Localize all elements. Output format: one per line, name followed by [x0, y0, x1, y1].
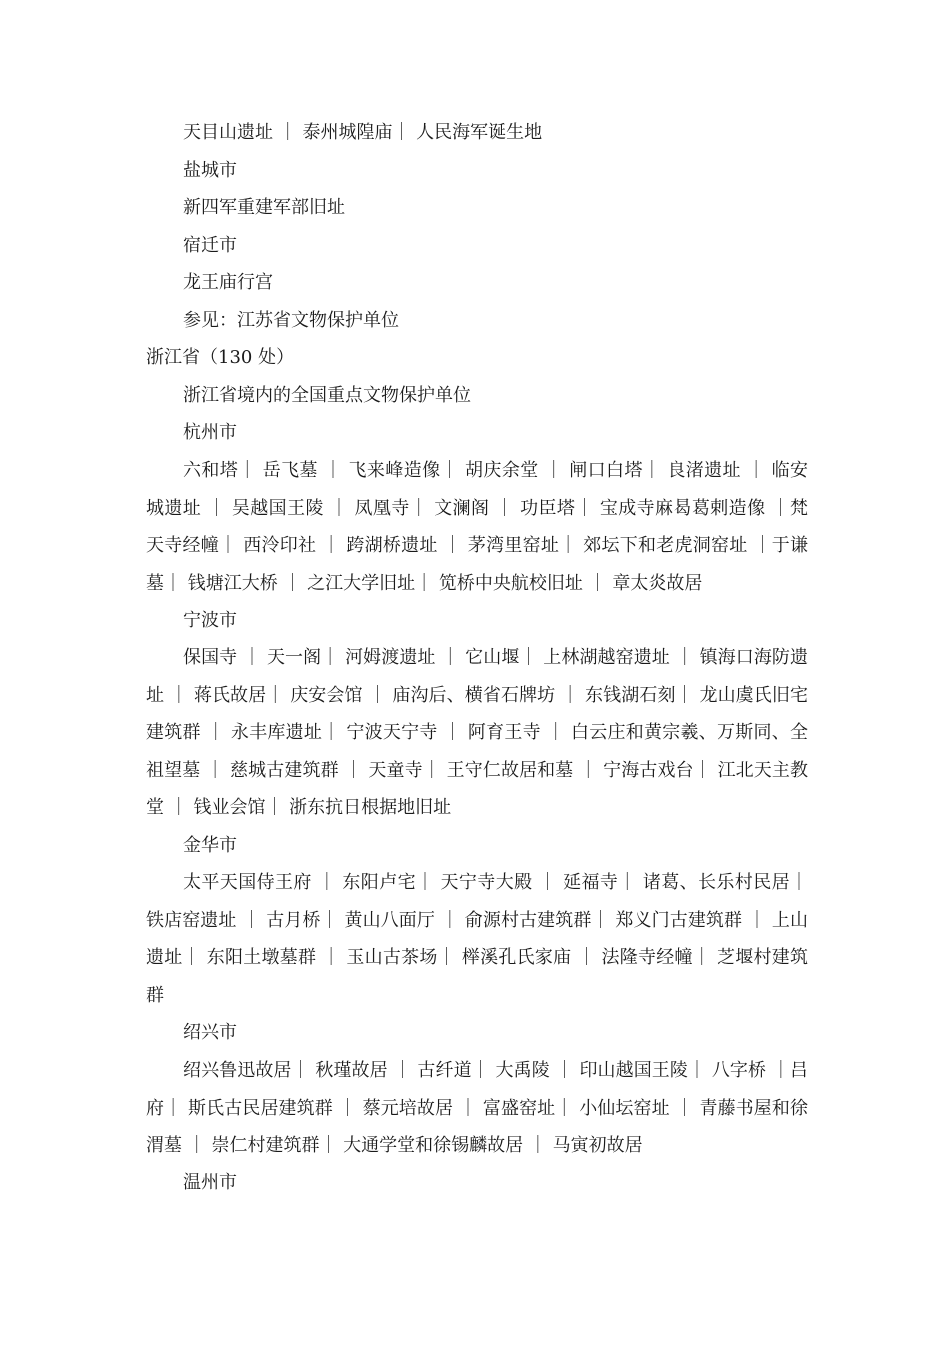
- city-heading-shaoxing: 绍兴市: [183, 1022, 237, 1043]
- site-list-taizhou-continued: 天目山遗址 ｜ 泰州城隍庙｜ 人民海军诞生地: [183, 122, 543, 143]
- site-list-suqian: 龙王庙行宫: [183, 272, 273, 293]
- zhejiang-intro: 浙江省境内的全国重点文物保护单位: [183, 385, 471, 406]
- city-heading-suqian: 宿迁市: [183, 235, 237, 256]
- city-heading-hangzhou: 杭州市: [183, 422, 237, 443]
- province-heading-zhejiang: 浙江省（130 处）: [146, 347, 295, 368]
- city-heading-yancheng: 盐城市: [183, 160, 237, 181]
- see-also-jiangsu: 参见：江苏省文物保护单位: [183, 310, 399, 331]
- city-heading-wenzhou: 温州市: [183, 1172, 237, 1193]
- site-list-ningbo: 保国寺 ｜ 天一阁｜ 河姆渡遗址 ｜ 它山堰｜ 上林湖越窑遗址 ｜ 镇海口海防遗址 ｜ 蒋氏故居｜ 庆安会馆 ｜ 庙沟后、横省石牌坊 ｜ 东钱湖石刻｜ 龙山虞氏旧宅建筑群 ｜ 永丰库遗址｜ 宁波天宁寺 ｜ 阿育王寺 ｜ 白云庄和黄宗羲、万斯同、全祖望墓 ｜ 慈城古建筑群 ｜ 天童寺｜ 王守仁故居和墓 ｜ 宁海古戏台｜ 江北天主教堂 ｜ 钱业会馆｜ 浙东抗日根据地旧址: [146, 647, 808, 818]
- city-heading-jinhua: 金华市: [183, 835, 237, 856]
- city-heading-ningbo: 宁波市: [183, 610, 237, 631]
- site-list-jinhua: 太平天国侍王府 ｜ 东阳卢宅｜ 天宁寺大殿 ｜ 延福寺｜ 诸葛、长乐村民居｜铁店窑遗址 ｜ 古月桥｜ 黄山八面厅 ｜ 俞源村古建筑群｜ 郑义门古建筑群 ｜ 上山遗址｜ 东阳土墩墓群 ｜ 玉山古茶场｜ 榉溪孔氏家庙 ｜ 法隆寺经幢｜ 芝堰村建筑群: [146, 872, 808, 1006]
- site-list-shaoxing: 绍兴鲁迅故居｜ 秋瑾故居 ｜ 古纤道｜ 大禹陵 ｜ 印山越国王陵｜ 八字桥 ｜吕府｜ 斯氏古民居建筑群 ｜ 蔡元培故居 ｜ 富盛窑址｜ 小仙坛窑址 ｜ 青藤书屋和徐渭墓 ｜ 崇仁村建筑群｜ 大通学堂和徐锡麟故居 ｜ 马寅初故居: [146, 1060, 808, 1156]
- site-list-hangzhou: 六和塔｜ 岳飞墓 ｜ 飞来峰造像｜ 胡庆余堂 ｜ 闸口白塔｜ 良渚遗址 ｜ 临安城遗址 ｜ 吴越国王陵 ｜ 凤凰寺｜ 文澜阁 ｜ 功臣塔｜ 宝成寺麻曷葛剌造像 ｜梵天寺经幢｜ 西泠印社 ｜ 跨湖桥遗址 ｜ 茅湾里窑址｜ 郊坛下和老虎洞窑址 ｜于谦墓｜ 钱塘江大桥 ｜ 之江大学旧址｜ 笕桥中央航校旧址 ｜ 章太炎故居: [146, 460, 808, 594]
- site-list-yancheng: 新四军重建军部旧址: [183, 197, 345, 218]
